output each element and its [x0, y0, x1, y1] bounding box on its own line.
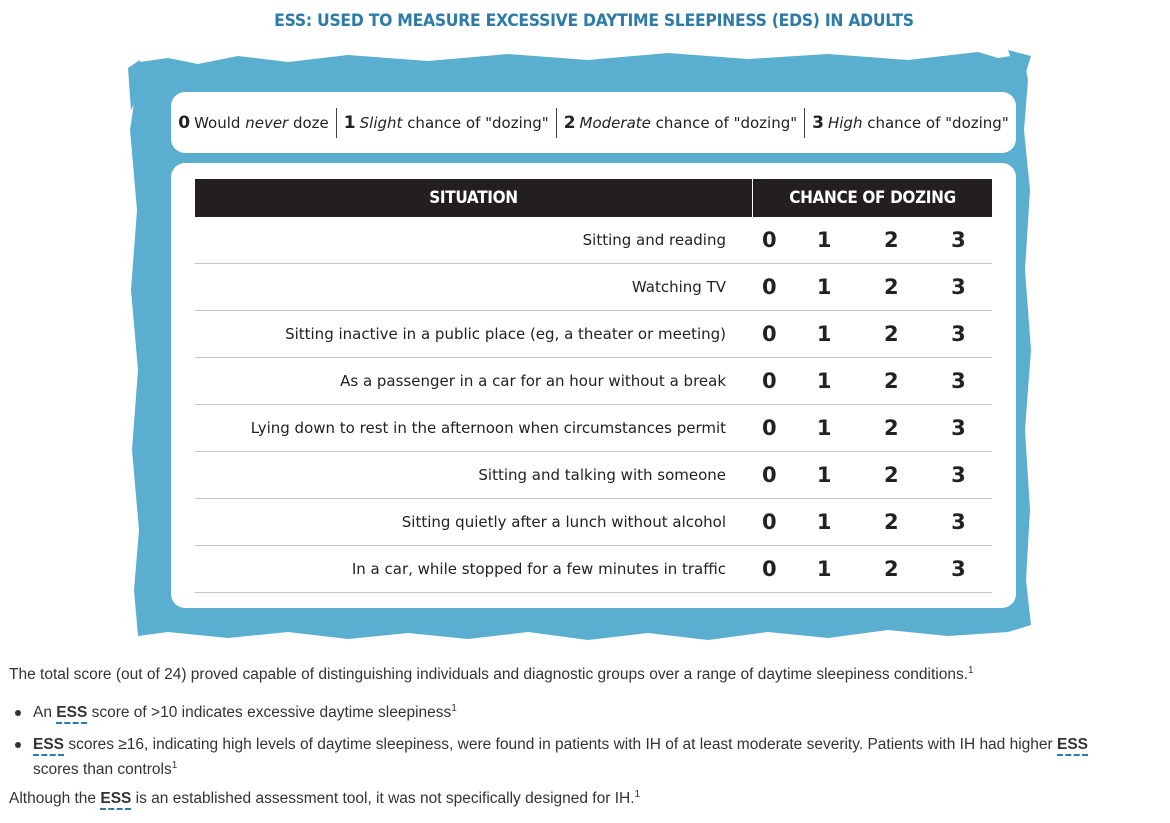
- reference-marker: 1: [968, 664, 974, 676]
- score-cell: 2: [884, 416, 899, 440]
- score-cell: 0: [762, 510, 777, 534]
- situation-cell: Sitting and talking with someone: [478, 466, 727, 484]
- closing-text-post: is an established assessment tool, it was not specifically designed for IH.: [131, 790, 635, 807]
- score-cell: 0: [762, 557, 777, 581]
- score-cell: 3: [951, 275, 966, 299]
- score-cell: 1: [816, 416, 832, 440]
- table-row: [195, 311, 992, 358]
- score-cell: 0: [762, 369, 777, 393]
- situation-cell: In a car, while stopped for a few minutes in traffic: [351, 560, 727, 578]
- situation-cell: Lying down to rest in the afternoon when circumstances permit: [250, 419, 727, 437]
- score-cell: 1: [816, 228, 832, 252]
- bullet-text-pre: An: [33, 704, 57, 721]
- table-row: [195, 264, 992, 311]
- score-cell: 1: [816, 275, 832, 299]
- reference-marker: 1: [171, 759, 178, 771]
- reference-marker: 1: [634, 788, 641, 800]
- ess-abbreviation[interactable]: ESS: [33, 736, 65, 753]
- intro-text: The total score (out of 24) proved capable of distinguishing individuals and diagnostic groups over a range of daytime sleepiness conditions.: [9, 666, 968, 683]
- closing-paragraph: [9, 788, 1169, 810]
- score-cell: 1: [816, 557, 832, 581]
- ess-abbreviation[interactable]: ESS: [1057, 736, 1089, 753]
- legend-emphasis: Slight: [359, 113, 403, 132]
- legend-text-post: chance of "dozing": [402, 113, 549, 132]
- score-cell: 2: [884, 557, 899, 581]
- closing-text-pre: Although the: [9, 790, 101, 807]
- score-cell: 3: [951, 510, 966, 534]
- legend-score: 3: [812, 112, 824, 133]
- score-cell: 3: [951, 228, 966, 252]
- score-cell: 2: [884, 322, 899, 346]
- score-cell: 0: [762, 463, 777, 487]
- bullet-text-post: score of >10 indicates excessive daytime sleepiness: [87, 704, 452, 721]
- score-cell: 2: [884, 275, 899, 299]
- table-row: [195, 405, 992, 452]
- situation-cell: Watching TV: [631, 278, 727, 296]
- score-cell: 2: [884, 510, 899, 534]
- legend-item-3: [804, 108, 1016, 138]
- bullet-icon: [15, 742, 21, 748]
- score-cell: 0: [762, 275, 777, 299]
- table-row: [195, 358, 992, 405]
- body-content: [9, 664, 1169, 810]
- score-cell: 3: [951, 557, 966, 581]
- score-cell: 1: [816, 322, 832, 346]
- legend-item-1: [336, 108, 556, 138]
- legend-score: 1: [343, 112, 356, 133]
- list-item: [9, 732, 1169, 782]
- score-cell: 2: [884, 463, 899, 487]
- legend-emphasis: High: [827, 113, 863, 132]
- table-header: [195, 179, 992, 217]
- table-row: [195, 546, 992, 593]
- legend-item-0: [171, 108, 336, 138]
- legend-text-post: chance of "dozing": [862, 113, 1009, 132]
- score-cell: 3: [951, 463, 966, 487]
- list-item: [9, 700, 1169, 726]
- intro-paragraph: [9, 664, 1169, 686]
- legend-score: 0: [178, 112, 191, 133]
- score-cell: 0: [762, 322, 777, 346]
- reference-marker: 1: [451, 702, 457, 714]
- legend-emphasis: never: [245, 113, 289, 132]
- legend-text-post: chance of "dozing": [650, 113, 798, 132]
- ess-table: [195, 179, 992, 593]
- score-cell: 3: [951, 322, 966, 346]
- score-cell: 1: [816, 369, 832, 393]
- legend-score: 2: [563, 112, 576, 133]
- ess-table-card: [171, 163, 1016, 608]
- findings-list: [9, 700, 1169, 782]
- header-chance-of-dozing: CHANCE OF DOZING: [789, 188, 956, 208]
- score-cell: 2: [884, 228, 899, 252]
- score-cell: 0: [762, 228, 777, 252]
- score-cell: 1: [816, 510, 832, 534]
- ess-abbreviation[interactable]: ESS: [56, 704, 88, 721]
- score-cell: 1: [816, 463, 832, 487]
- score-cell: 0: [762, 416, 777, 440]
- legend-text-pre: Would: [194, 113, 246, 132]
- ess-abbreviation[interactable]: ESS: [100, 790, 132, 807]
- situation-cell: As a passenger in a car for an hour without a break: [340, 372, 727, 390]
- bullet-icon: [15, 710, 21, 716]
- header-situation: SITUATION: [429, 188, 518, 208]
- situation-cell: Sitting inactive in a public place (eg, a theater or meeting): [285, 325, 727, 343]
- table-row: [195, 452, 992, 499]
- situation-cell: Sitting quietly after a lunch without alcohol: [401, 513, 727, 531]
- table-row: [195, 499, 992, 546]
- header-divider: [752, 179, 753, 217]
- situation-cell: Sitting and reading: [582, 231, 727, 249]
- page-title: ESS: USED TO MEASURE EXCESSIVE DAYTIME SLEEPINESS (EDS) IN ADULTS: [274, 11, 914, 31]
- score-cell: 3: [951, 416, 966, 440]
- bullet-text-mid: scores ≥16, indicating high levels of daytime sleepiness, were found in patients with IH of at least moderate severity. Patients with IH had higher: [64, 736, 1057, 753]
- score-cell: 3: [951, 369, 966, 393]
- table-row: [195, 217, 992, 264]
- legend-emphasis: Moderate: [579, 113, 651, 132]
- bullet-text-post: scores than controls: [33, 761, 172, 778]
- table-body: [195, 217, 992, 593]
- scoring-legend: [171, 92, 1016, 153]
- legend-text-post: doze: [288, 113, 329, 132]
- legend-item-2: [556, 108, 804, 138]
- score-cell: 2: [884, 369, 899, 393]
